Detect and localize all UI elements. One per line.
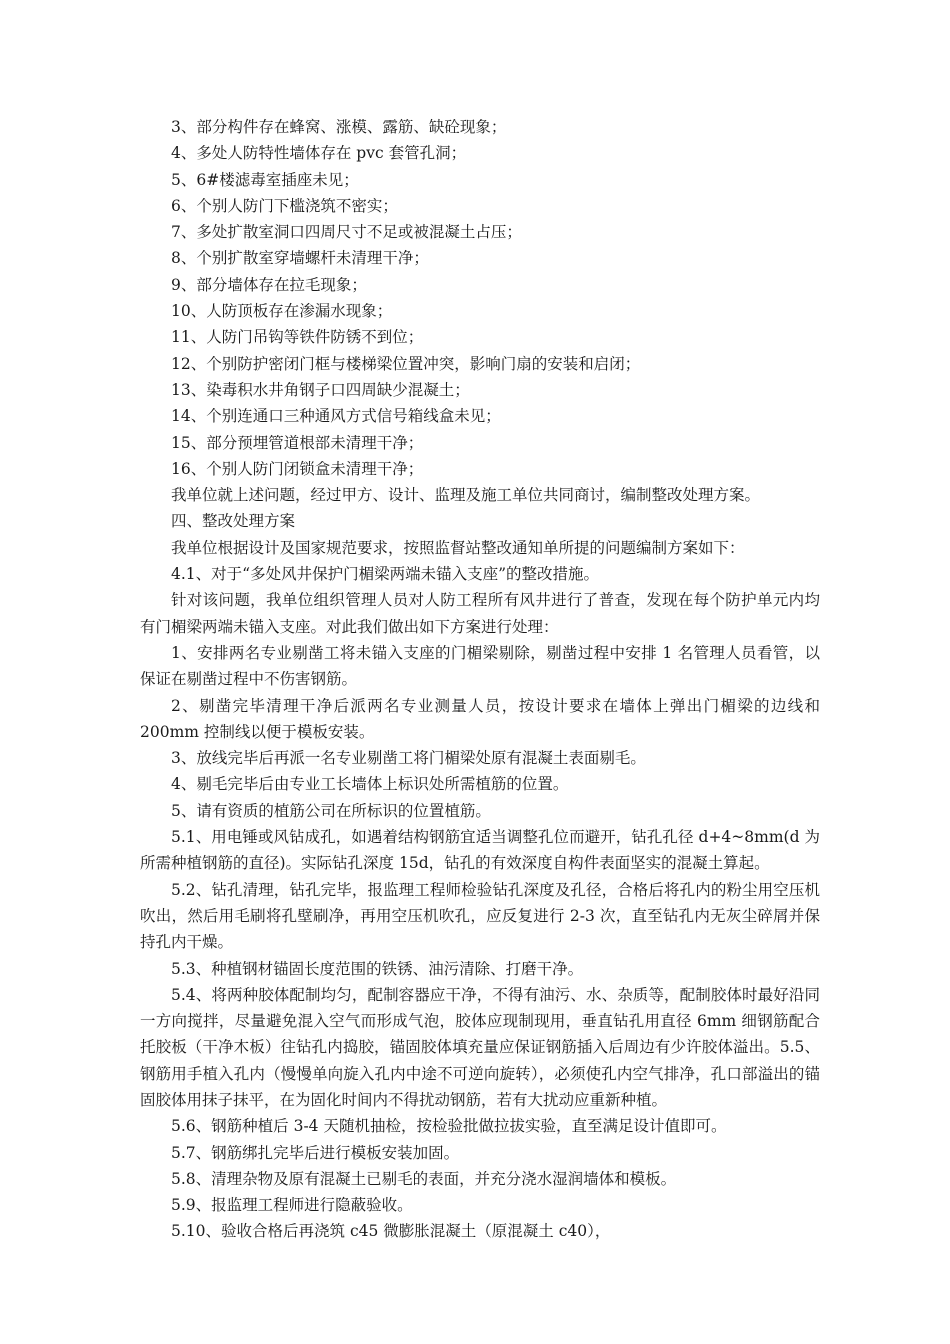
paragraph: 5.4、将两种胶体配制均匀，配制容器应干净，不得有油污、水、杂质等，配制胶体时最好沿同一方向搅拌，尽量避免混入空气而形成气泡，胶体应现制现用，垂直钻孔用直径 6mm 细钢筋配合托胶板（干净木板）往钻孔内捣胶，锚固胶体填充量应保证钢筋插入后周边有少许胶体溢出。5.5、钢筋用手植入孔内（慢慢单向旋入孔内中途不可逆向旋转），必须使孔内空气排净，孔口部溢出的锚固胶体用抹子抹平，在为固化时间内不得扰动钢筋，若有大扰动应重新种植。 xyxy=(140,985,820,1109)
subsection-heading: 4.1、对于“多处风井保护门楣梁两端未锚入支座”的整改措施。 xyxy=(171,565,600,584)
paragraph: 针对该问题，我单位组织管理人员对人防工程所有风井进行了普查，发现在每个防护单元内均有门楣梁两端未锚入支座。对此我们做出如下方案进行处理： xyxy=(140,591,820,636)
paragraph: 6、个别人防门下槛浇筑不密实； xyxy=(171,196,398,215)
paragraph: 5.3、种植钢材锚固长度范围的铁锈、油污清除、打磨干净。 xyxy=(171,959,584,978)
paragraph: 8、个别扩散室穿墙螺杆未清理干净； xyxy=(171,249,429,268)
paragraph: 5.10、验收合格后再浇筑 c45 微膨胀混凝土（原混凝土 c40）， xyxy=(171,1222,611,1241)
paragraph: 5.7、钢筋绑扎完毕后进行模板安装加固。 xyxy=(171,1143,460,1162)
paragraph: 9、部分墙体存在拉毛现象； xyxy=(171,275,367,294)
paragraph: 1、安排两名专业剔凿工将未锚入支座的门楣梁剔除，剔凿过程中安排 1 名管理人员看管，以保证在剔凿过程中不伤害钢筋。 xyxy=(140,643,820,689)
paragraph: 5.6、钢筋种植后 3-4 天随机抽检，按检验批做拉拔实验，直至满足设计值即可。 xyxy=(171,1117,727,1136)
document-body xyxy=(140,114,820,1245)
paragraph: 5.2、钻孔清理，钻孔完毕，报监理工程师检验钻孔深度及孔径，合格后将孔内的粉尘用空压机吹出，然后用毛刷将孔壁刷净，再用空压机吹孔，应反复进行 2-3 次，直至钻孔内无灰尘碎屑并保持孔内干燥。 xyxy=(140,880,820,952)
paragraph: 13、染毒积水井角钢子口四周缺少混凝土； xyxy=(171,380,470,399)
paragraph: 5.9、报监理工程师进行隐蔽验收。 xyxy=(171,1196,413,1215)
section-heading: 四、整改处理方案 xyxy=(171,512,296,531)
paragraph: 7、多处扩散室洞口四周尺寸不足或被混凝土占压； xyxy=(171,223,522,242)
paragraph: 14、个别连通口三种通风方式信号箱线盒未见； xyxy=(171,407,501,426)
paragraph: 4、剔毛完毕后由专业工长墙体上标识处所需植筋的位置。 xyxy=(171,775,569,794)
paragraph: 我单位根据设计及国家规范要求，按照监督站整改通知单所提的问题编制方案如下： xyxy=(171,538,745,557)
paragraph: 4、多处人防特性墙体存在 pvc 套管孔洞； xyxy=(171,144,467,163)
paragraph: 3、放线完毕后再派一名专业剔凿工将门楣梁处原有混凝土表面剔毛。 xyxy=(171,749,646,768)
paragraph: 5.8、清理杂物及原有混凝土已剔毛的表面，并充分浇水湿润墙体和模板。 xyxy=(171,1169,677,1188)
paragraph: 15、部分预埋管道根部未清理干净； xyxy=(171,433,424,452)
paragraph: 11、人防门吊钩等铁件防锈不到位； xyxy=(171,328,424,347)
paragraph: 3、部分构件存在蜂窝、涨模、露筋、缺砼现象； xyxy=(171,118,507,136)
paragraph: 10、人防顶板存在渗漏水现象； xyxy=(171,302,393,321)
paragraph: 5.1、用电锤或风钻成孔，如遇着结构钢筋宜适当调整孔位而避开，钻孔孔径 d+4~8mm(d 为所需种植钢筋的直径)。实际钻孔深度 15d，钻孔的有效深度自构件表面坚实的混凝土算起。 xyxy=(140,828,820,873)
paragraph: 5、6#楼滤毒室插座未见； xyxy=(171,170,359,189)
paragraph: 我单位就上述问题，经过甲方、设计、监理及施工单位共同商讨，编制整改处理方案。 xyxy=(171,486,761,505)
paragraph: 12、个别防护密闭门框与楼梯梁位置冲突，影响门扇的安装和启闭； xyxy=(171,354,641,373)
paragraph: 2、剔凿完毕清理干净后派两名专业测量人员，按设计要求在墙体上弹出门楣梁的边线和 200mm 控制线以便于模板安装。 xyxy=(140,696,820,741)
paragraph: 16、个别人防门闭锁盒未清理干净； xyxy=(171,459,424,478)
paragraph: 5、请有资质的植筋公司在所标识的位置植筋。 xyxy=(171,801,491,820)
